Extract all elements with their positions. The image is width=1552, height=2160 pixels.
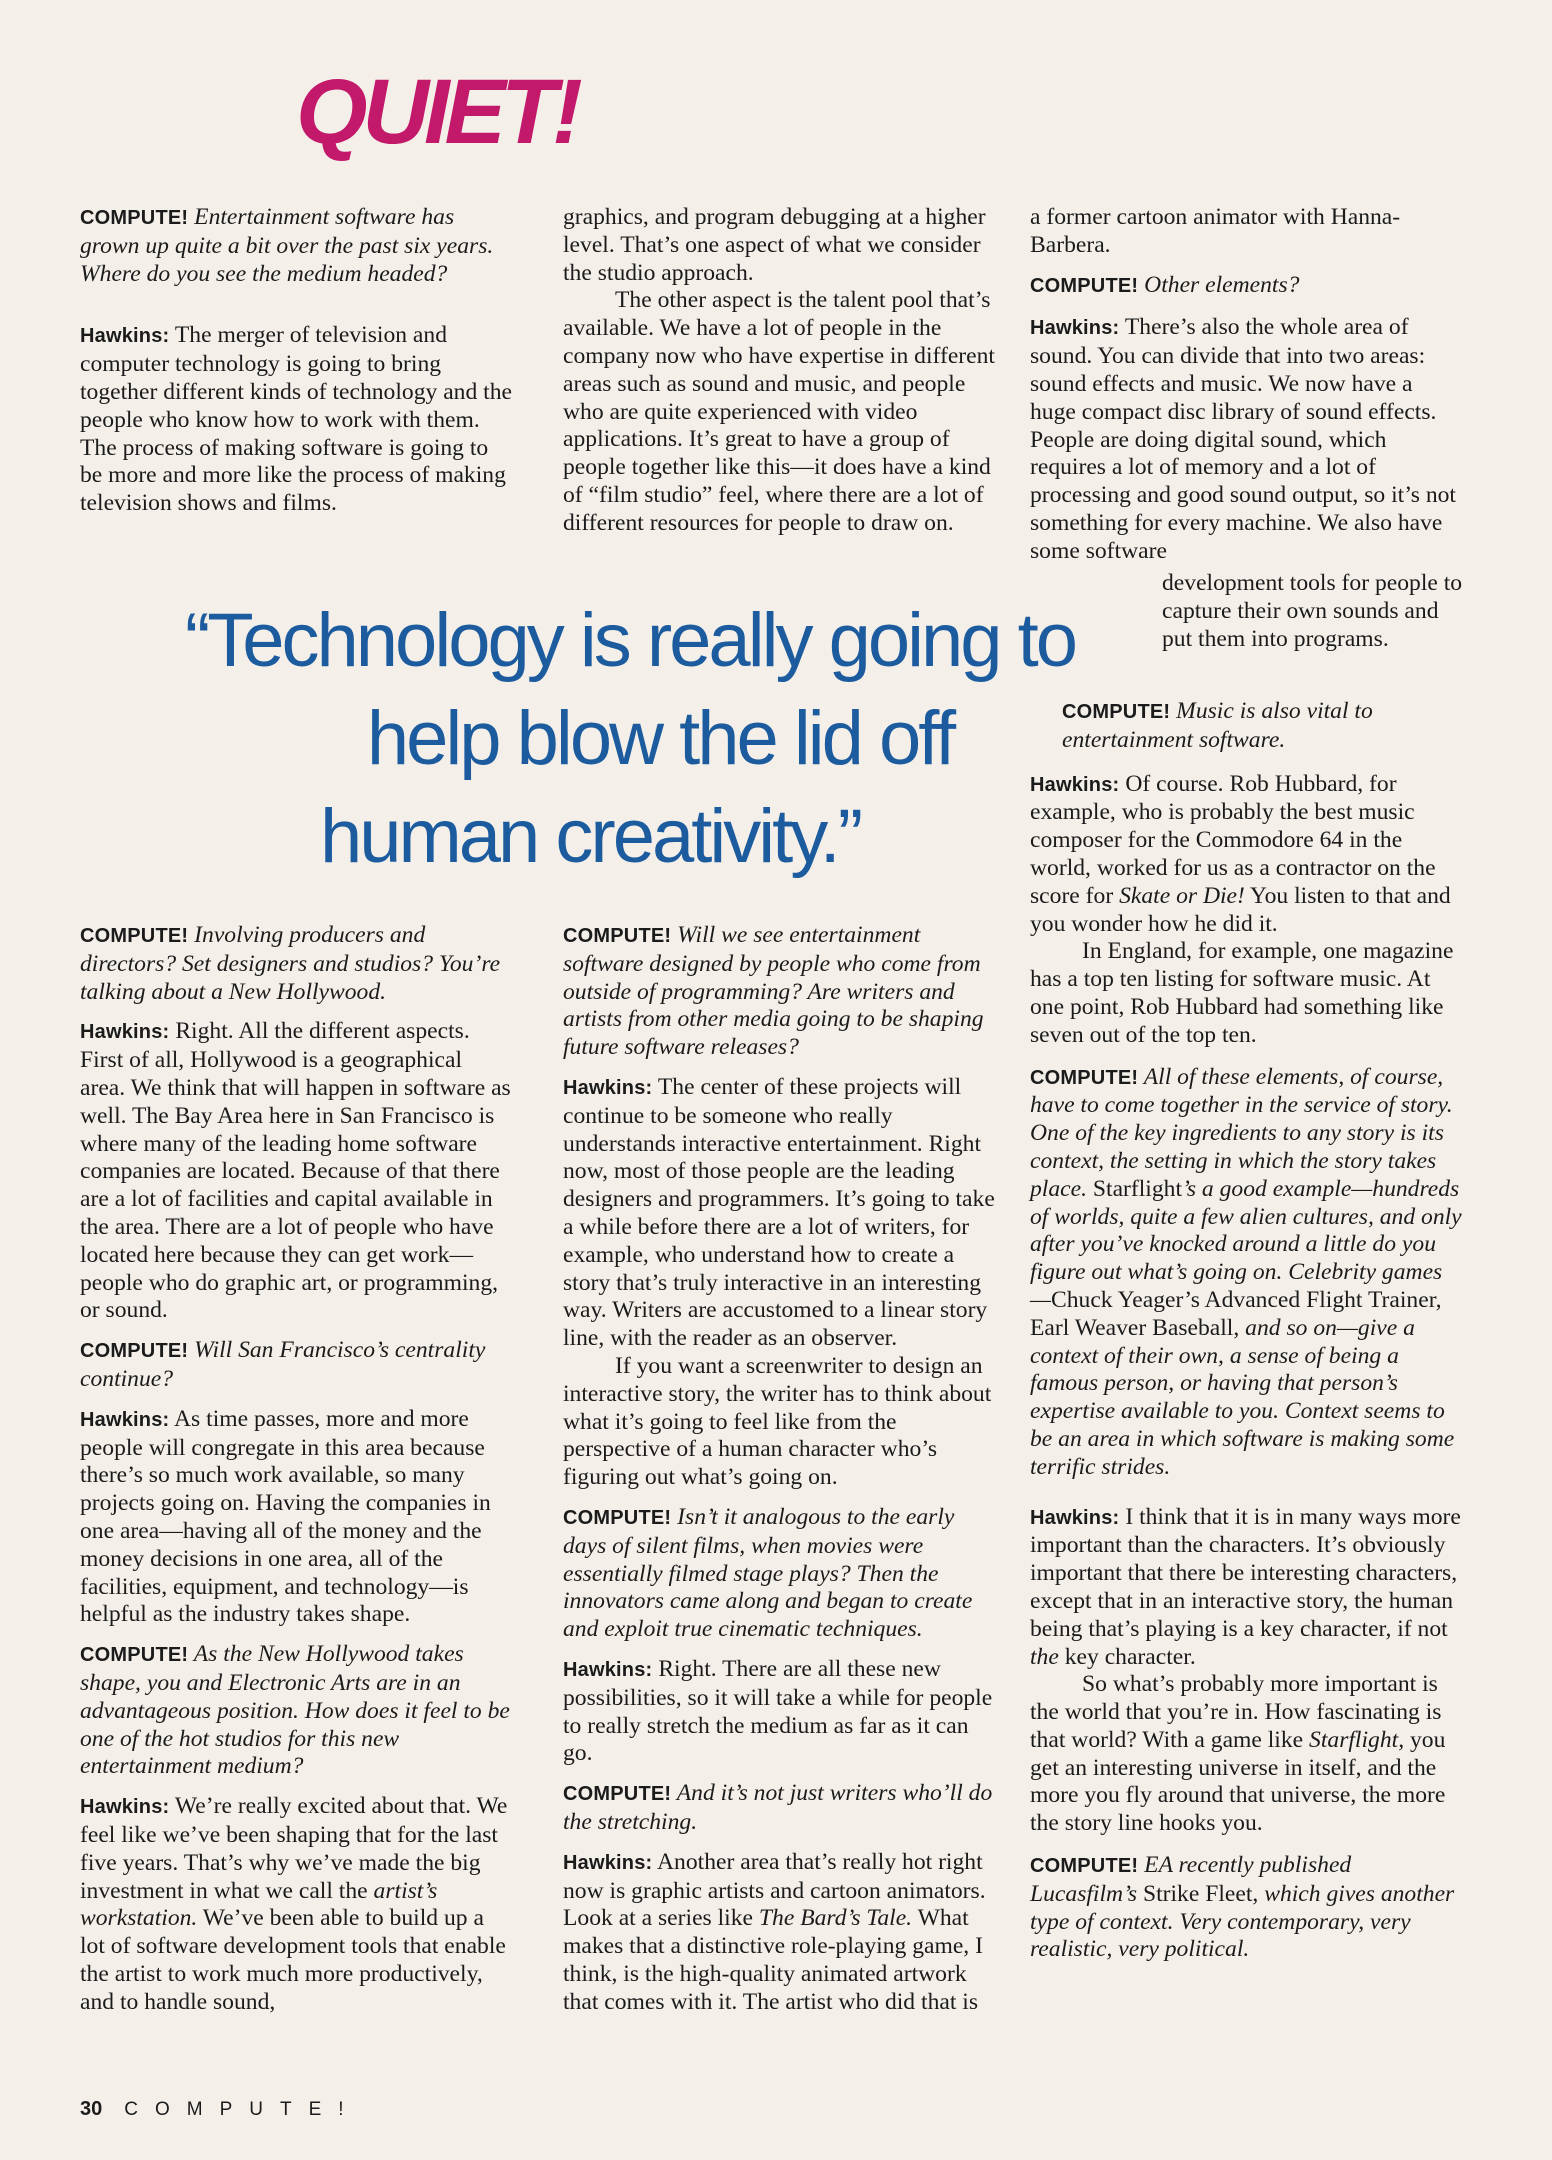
answer-text: You listen to that and you wonder how he did it. [1030,882,1451,937]
speaker-label: COMPUTE! [1030,1066,1139,1089]
answer-text-italic: The Bard’s Tale. [758,1905,913,1932]
answer-text: As time passes, more and more people will congregate in this area because there’s so much work available, so many projects going on. Having the companies in one area—having all of the money and the money decisions in one area, all of the facilities, equipment, and technology—is helpful as the industry takes shape. [80,1405,491,1628]
question [80,1641,512,1781]
question-text: which gives another type of context. Very contemporary, very realistic, very political. [1030,1880,1455,1963]
question [1030,272,1462,301]
answer-text: development tools for people to capture their own sounds and put them into programs. [1162,570,1463,652]
paragraph: graphics, and program debugging at a higher level. That’s one aspect of what we consider the studio approach. [563,204,986,286]
answer-text-italic: artist’s workstation. [80,1877,438,1932]
column-top-right-inset [1162,570,1464,653]
answer-text: Right. All the different aspects. First of all, Hollywood is a geographical area. We think that will happen in software as well. The Bay Area here in San Francisco is where many of the leading home software companies are located. Because of that there are a lot of facilities and capital available in the area. There are a lot of people who have located here because they can get work—people who do graphic art, or programming, or sound. [80,1018,511,1324]
question-text: ’s a good example—hundreds of worlds, quite a few alien cultures, and only after you’ve knocked around a little do you figure out what’s going on. Celebrity games— [1030,1175,1462,1313]
column-bottom-middle [563,922,995,2016]
page-number: 30 [80,2098,103,2120]
speaker-label: Hawkins: [80,1408,170,1431]
answer [80,1793,512,2016]
answer-text: I think that it is in many ways more important than the characters. It’s obviously important that there be interesting characters, except that in an interactive story, the human being that’s playing is a key character, if not [1030,1503,1461,1642]
answer-text: key character. [1058,1643,1196,1670]
answer [80,1406,512,1629]
question-text-roman: Chuck Yeager’s Advanced Flight Trainer, Earl Weaver Baseball, [1030,1286,1442,1341]
speaker-label: COMPUTE! [80,1340,189,1363]
speaker-label: Hawkins: [563,1851,653,1874]
question [1030,1064,1462,1482]
answer [1030,771,1462,939]
pull-quote [130,592,1130,886]
answer-text: What makes that a distinctive role-playing game, I think, is the high-quality animated artwork that comes with it. The artist who did that is [563,1905,983,2015]
speaker-label: COMPUTE! [80,207,189,229]
speaker-label: COMPUTE! [1062,701,1171,723]
answer-text: Of course. Rob Hubbard, for example, who is probably the best music composer for the Commodore 64 in the world, worked for us as a contractor on the score for [1030,770,1436,909]
answer [80,1018,512,1325]
question-text: As the New Hollywood takes shape, you and Electronic Arts are in an advantageous position. How does it feel to be one of the hot studios for this new entertainment medium? [80,1641,510,1780]
paragraph: In England, for example, one magazine has a top ten listing for software music. At one point, Rob Hubbard had something like seven out of the top ten. [1030,938,1454,1048]
question [80,204,512,288]
speaker-label: COMPUTE! [563,1783,672,1806]
pull-quote-line: “Technology is really going to [184,598,1076,683]
paragraph: If you want a screenwriter to design an interactive story, the writer has to think about what it’s going to feel like from the perspective of a human character who’s figuring out what’s going on. [563,1352,992,1491]
speaker-label: COMPUTE! [563,925,672,947]
question-text: Will San Francisco’s centrality continue? [80,1337,486,1392]
column-top-right [1030,204,1462,566]
pull-quote-line: human creativity.” [319,794,861,879]
speaker-label: Hawkins: [80,325,170,348]
speaker-label: Hawkins: [1030,773,1120,796]
answer-text: We’re really excited about that. We feel like we’ve been shaping that for the last five years. That’s why we’ve made the big investment in what we call the [80,1793,508,1904]
speaker-label: COMPUTE! [563,1506,672,1529]
question-text: Entertainment software has grown up quite a bit over the past six years. Where do you see the medium headed? [80,204,494,287]
page-folio [80,2098,361,2121]
magazine-name: COMPUTE! [124,2099,361,2120]
question [1030,698,1462,755]
speaker-label: COMPUTE! [80,1644,189,1667]
speaker-label: Hawkins: [80,1021,170,1044]
paragraph [1030,1671,1462,1838]
question-text: Other elements? [1144,271,1300,298]
question [563,1504,995,1644]
question-text-roman: Strike Fleet, [1142,1880,1259,1907]
speaker-label: COMPUTE! [1030,274,1139,297]
question-text: Involving producers and directors? Set designers and studios? You’re talking about a New Hollywood. [80,922,501,1005]
question-text: Isn’t it analogous to the early days of silent films, when movies were essentially filmed stage plays? Then the innovators came along and began to create and exploit true cinematic techniques. [563,1503,973,1643]
question-text-roman: Starflight [1092,1175,1183,1202]
question [563,1780,995,1837]
question [1030,1852,1462,1964]
answer [80,322,512,518]
speaker-label: Hawkins: [1030,1506,1120,1529]
article-headline: QUIET! [296,61,578,163]
paragraph: a former cartoon animator with Hanna-Barbera. [1030,204,1401,258]
speaker-label: Hawkins: [563,1076,653,1099]
speaker-label: Hawkins: [1030,317,1120,340]
answer-text: So what’s probably more important is the world that you’re in. How fascinating is that world? With a game like [1030,1671,1442,1753]
answer [1030,314,1462,565]
answer [563,1849,995,2017]
speaker-label: Hawkins: [80,1796,170,1819]
question [563,922,995,1062]
speaker-label: Hawkins: [563,1658,653,1681]
answer-text: The center of these projects will continue to be someone who really understands interactive entertainment. Right now, most of those people are the leading designers and programmers. It’s going to take a while before there are a lot of writers, for example, who understand how to create a story that’s truly interactive in an interesting way. Writers are accustomed to a linear story line, with the reader as an observer. [563,1073,995,1352]
answer-text-italic: Starflight, [1309,1726,1405,1753]
question-text: EA recently published Lucasfilm’s [1030,1852,1352,1907]
answer-text-italic: Skate or Die! [1119,882,1245,909]
speaker-label: COMPUTE! [80,925,189,947]
question-text: Music is also vital to entertainment software. [1062,698,1373,753]
answer-text: Another area that’s really hot right now is graphic artists and cartoon animators. Look at a series like [563,1848,986,1932]
question-text: All of these elements, of course, have to come together in the service of story. One of the key ingredients to any story is its context, the setting in which the story takes place. [1030,1063,1453,1202]
answer [563,1656,995,1768]
question-text: And it’s not just writers who’ll do the stretching. [563,1780,993,1835]
pull-quote-line: help blow the lid off [366,696,954,781]
answer-text: We’ve been able to build up a lot of software development tools that enable the artist to work much more productively, and to handle sound, [80,1905,506,2015]
paragraph: The other aspect is the talent pool that’s available. We have a lot of people in the company now who have expertise in different areas such as sound and music, and people who are quite experienced with video applications. It’s great to have a group of people together like this—it does have a kind of “film studio” feel, where there are a lot of different resources for people to draw on. [563,287,995,536]
answer [563,1074,995,1353]
question [80,922,512,1006]
question-text: Will we see entertainment software designed by people who come from outside of programming? Are writers and artists from other media going to be shaping future software releases? [563,922,984,1061]
answer-text: Right. There are all these new possibilities, so it will take a while for people to really stretch the medium as far as it can go. [563,1655,993,1767]
column-top-middle [563,204,995,538]
answer-text: The merger of television and computer technology is going to bring together different kinds of technology and the people who know how to work with them. The process of making software is going to be more and more like the process of making television shows and films. [80,322,512,517]
answer-text-italic: the [1030,1643,1059,1670]
question [80,1337,512,1394]
answer-text: you get an interesting universe in itself, and the more you fly around that universe, the more the story line hooks you. [1030,1726,1446,1837]
speaker-label: COMPUTE! [1030,1855,1139,1878]
column-bottom-left [80,922,512,2016]
column-top-left [80,204,512,518]
column-bottom-right [1030,698,1462,1964]
answer [1030,1504,1462,1672]
answer-text: There’s also the whole area of sound. You can divide that into two areas: sound effects and music. We now have a huge compact disc library of sound effects. People are doing digital sound, which requires a lot of memory and a lot of processing and good sound output, so it’s not something for every machine. We also have some software [1030,314,1456,564]
question-text: and so on—give a context of their own, a sense of being a famous person, or having that person’s expertise available to you. Context seems to be an area in which software is making some terrific strides. [1030,1314,1455,1480]
